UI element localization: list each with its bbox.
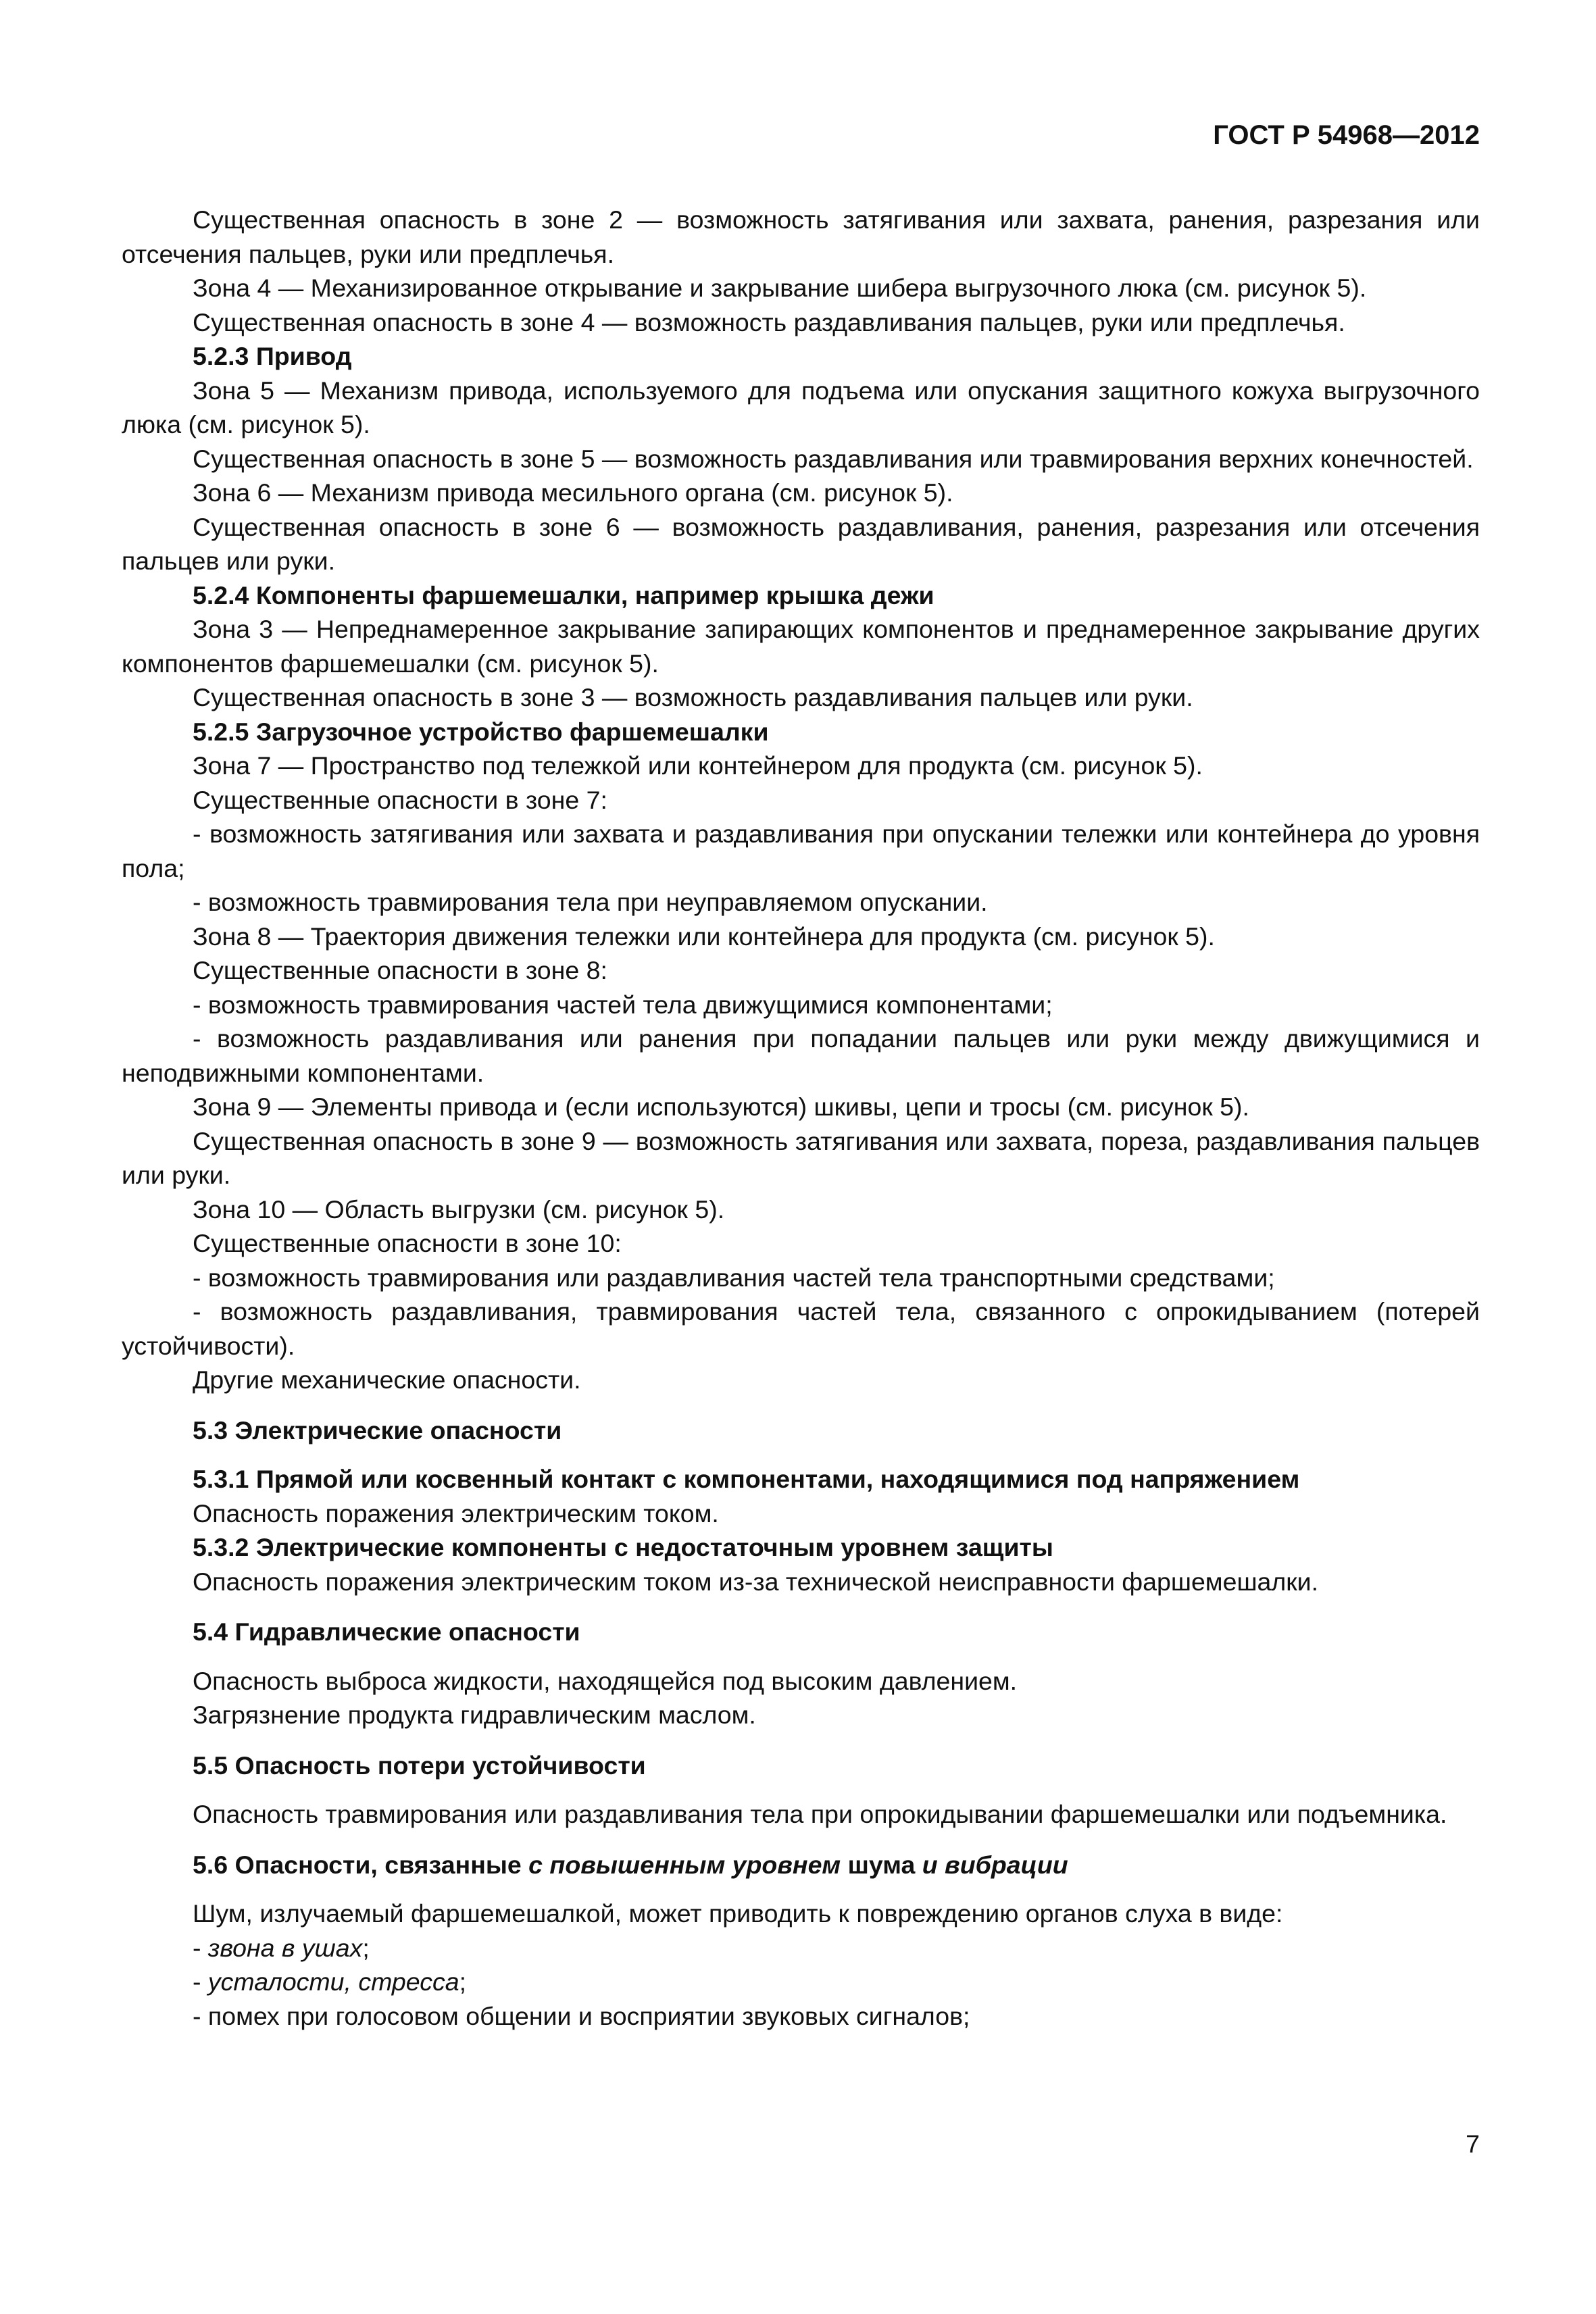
paragraph: Опасность выброса жидкости, находящейся под высоким давлением. <box>193 1666 1018 1695</box>
paragraph: Существенная опасность в зоне 6 — возможность раздавливания, ранения, разрезания или отсечения пальцев или руки. <box>122 512 1480 575</box>
list-item <box>122 1931 1480 1965</box>
paragraph: Существенная опасность в зоне 5 — возможность раздавливания или травмирования верхних конечностей. <box>193 444 1474 473</box>
paragraph: Другие механические опасности. <box>193 1365 581 1394</box>
heading-5-3-2: 5.3.2 Электрические компоненты с недостаточным уровнем защиты <box>193 1533 1053 1561</box>
list-item: - возможность затягивания или захвата и раздавливания при опускании тележки или контейнера до уровня пола; <box>122 820 1480 882</box>
heading-5-2-4: 5.2.4 Компоненты фаршемешалки, например крышка дежи <box>193 580 934 609</box>
paragraph: Существенная опасность в зоне 2 — возможность затягивания или захвата, ранения, разрезания или отсечения пальцев, руки или предплечья. <box>122 205 1480 268</box>
heading-5-6-italic-part: с повышенным уровнем <box>528 1850 841 1879</box>
paragraph: Существенные опасности в зоне 10: <box>193 1229 622 1257</box>
list-item: - возможность травмирования тела при неуправляемом опускании. <box>193 888 988 916</box>
paragraph: Существенная опасность в зоне 4 — возможность раздавливания пальцев, руки или предплечья. <box>193 307 1345 336</box>
heading-5-3: 5.3 Электрические опасности <box>193 1415 562 1444</box>
paragraph: Существенная опасность в зоне 9 — возможность затягивания или захвата, пореза, раздавливания пальцев или руки. <box>122 1126 1480 1189</box>
paragraph: Зона 5 — Механизм привода, используемого для подъема или опускания защитного кожуха выгрузочного люка (см. рисунок 5). <box>122 376 1480 438</box>
list-item: - возможность травмирования частей тела движущимися компонентами; <box>193 990 1053 1019</box>
list-item-italic-text: усталости, стресса <box>207 1967 459 1996</box>
heading-5-2-5: 5.2.5 Загрузочное устройство фаршемешалки <box>193 717 769 746</box>
paragraph: Существенные опасности в зоне 7: <box>193 785 607 814</box>
paragraph: Зона 8 — Траектория движения тележки или контейнера для продукта (см. рисунок 5). <box>193 922 1215 951</box>
list-item <box>122 1965 1480 1999</box>
paragraph: Зона 7 — Пространство под тележкой или контейнером для продукта (см. рисунок 5). <box>193 751 1203 780</box>
document-code-header: ГОСТ Р 54968—2012 <box>1213 120 1480 150</box>
heading-5-5: 5.5 Опасность потери устойчивости <box>193 1751 646 1780</box>
page-number: 7 <box>1466 2130 1480 2158</box>
list-dash: - <box>193 1967 208 1996</box>
list-item-italic-text: звона в ушах <box>207 1933 363 1962</box>
heading-5-6 <box>122 1848 1480 1882</box>
paragraph: Зона 9 — Элементы привода и (если используются) шкивы, цепи и тросы (см. рисунок 5). <box>193 1092 1249 1121</box>
paragraph: Опасность поражения электрическим током. <box>193 1499 719 1528</box>
heading-5-3-1: 5.3.1 Прямой или косвенный контакт с компонентами, находящимися под напряжением <box>193 1465 1300 1493</box>
paragraph: Опасность травмирования или раздавливания тела при опрокидывании фаршемешалки или подъемника. <box>193 1800 1447 1828</box>
paragraph: Зона 10 — Область выгрузки (см. рисунок 5). <box>193 1194 725 1224</box>
heading-5-6-part: шума <box>841 1850 922 1879</box>
list-item-punct: ; <box>362 1933 370 1962</box>
paragraph: Зона 4 — Механизированное открывание и закрывание шибера выгрузочного люка (см. рисунок 5). <box>193 274 1367 302</box>
heading-5-6-part: 5.6 Опасности, связанные <box>193 1850 529 1879</box>
paragraph: Зона 6 — Механизм привода месильного органа (см. рисунок 5). <box>193 478 953 507</box>
list-item: - возможность раздавливания или ранения при попадании пальцев или руки между движущимися и неподвижными компонентами. <box>122 1024 1480 1087</box>
list-item: - помех при голосовом общении и восприятии звуковых сигналов; <box>193 2001 970 2030</box>
heading-5-2-3: 5.2.3 Привод <box>193 342 352 370</box>
paragraph: Существенные опасности в зоне 8: <box>193 956 607 984</box>
list-item: - возможность раздавливания, травмирования частей тела, связанного с опрокидыванием (потерей устойчивости). <box>122 1297 1480 1360</box>
paragraph: Шум, излучаемый фаршемешалкой, может приводить к повреждению органов слуха в виде: <box>193 1899 1283 1928</box>
paragraph: Зона 3 — Непреднамеренное закрывание запирающих компонентов и преднамеренное закрывание других компонентов фаршемешалки (см. рисунок 5). <box>122 615 1480 678</box>
paragraph: Опасность поражения электрическим током из-за технической неисправности фаршемешалки. <box>193 1567 1319 1596</box>
list-item: - возможность травмирования или раздавливания частей тела транспортными средствами; <box>193 1263 1275 1292</box>
list-dash: - <box>193 1933 208 1962</box>
paragraph: Существенная опасность в зоне 3 — возможность раздавливания пальцев или руки. <box>193 683 1193 711</box>
heading-5-6-italic-part: и вибрации <box>922 1850 1068 1879</box>
list-item-punct: ; <box>459 1967 466 1996</box>
heading-5-4: 5.4 Гидравлические опасности <box>193 1617 580 1646</box>
document-body <box>122 203 1480 2033</box>
paragraph: Загрязнение продукта гидравлическим маслом. <box>193 1701 756 1729</box>
